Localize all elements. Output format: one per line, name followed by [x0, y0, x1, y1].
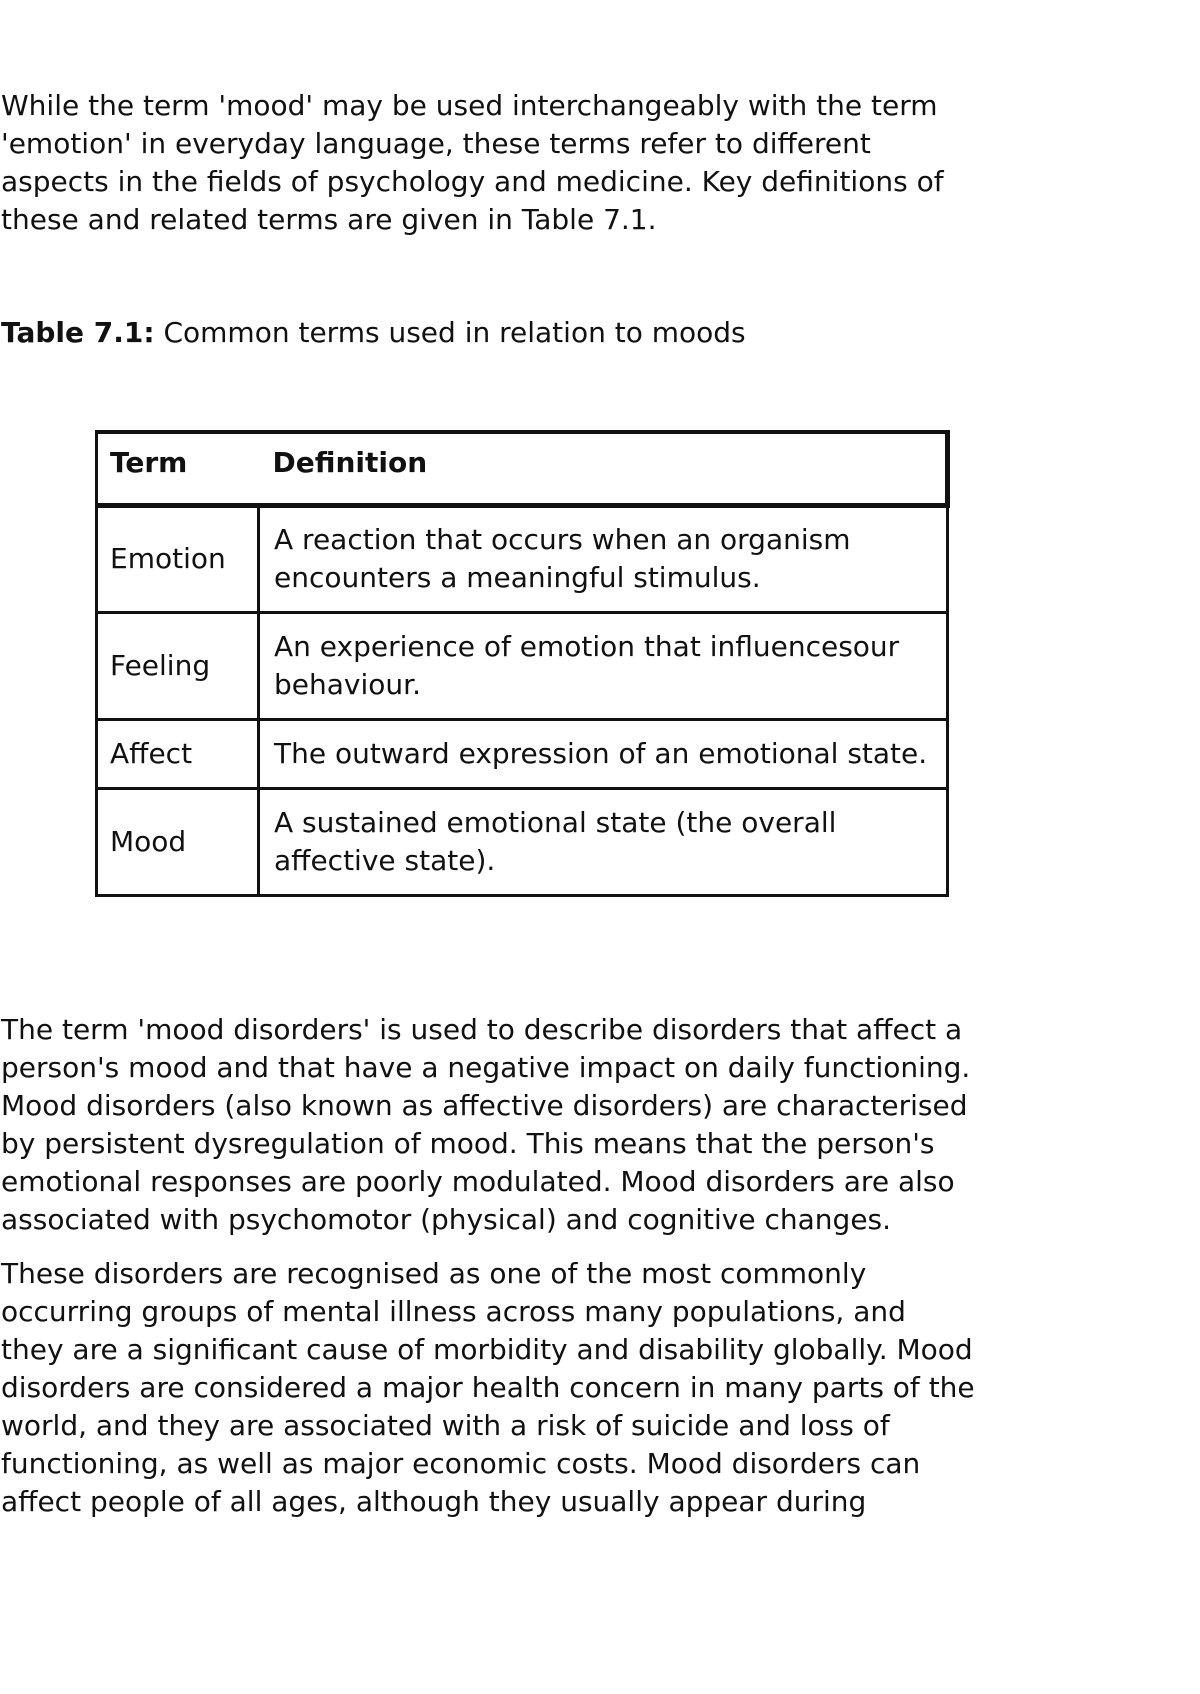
term-cell: Mood — [97, 788, 259, 895]
term-cell: Feeling — [97, 612, 259, 719]
term-cell: Emotion — [97, 505, 259, 612]
table-caption-label: Table 7.1: — [1, 316, 155, 349]
table-header-row — [97, 432, 948, 505]
table-row — [97, 612, 948, 719]
definition-cell: An experience of emotion that influencesour behaviour. — [259, 612, 948, 719]
body-paragraph: These disorders are recognised as one of the most commonly occurring groups of mental illness across many populations, and they are a significant cause of morbidity and disability globally. Mood disorders are considered a major health concern in many parts of the world, and they are associated with a risk of suicide and loss of functioning, as well as major economic costs. Mood disorders can affect people of all ages, although they usually appear during — [1, 1257, 975, 1518]
term-cell: Affect — [97, 719, 259, 788]
definition-cell: The outward expression of an emotional state. — [259, 719, 948, 788]
table-header-term: Term — [97, 432, 259, 505]
table-row — [97, 788, 948, 895]
definition-cell: A sustained emotional state (the overall affective state). — [259, 788, 948, 895]
table-row — [97, 505, 948, 612]
terms-table — [95, 430, 950, 897]
intro-paragraph: While the term 'mood' may be used interchangeably with the term 'emotion' in everyday language, these terms refer to different aspects in the fields of psychology and medicine. Key definitions of these and related terms are given in Table 7.1. — [1, 89, 944, 236]
table-caption-text: Common terms used in relation to moods — [154, 316, 746, 349]
table-caption — [1, 314, 1001, 352]
table-header-definition: Definition — [259, 432, 948, 505]
definition-cell: A reaction that occurs when an organism encounters a meaningful stimulus. — [259, 505, 948, 612]
body-paragraph: The term 'mood disorders' is used to describe disorders that affect a person's mood and that have a negative impact on daily functioning. Mood disorders (also known as affective disorders) are characterised by persistent dysregulation of mood. This means that the person's emotional responses are poorly modulated. Mood disorders are also associated with psychomotor (physical) and cognitive changes. — [1, 1013, 971, 1236]
table-row — [97, 719, 948, 788]
